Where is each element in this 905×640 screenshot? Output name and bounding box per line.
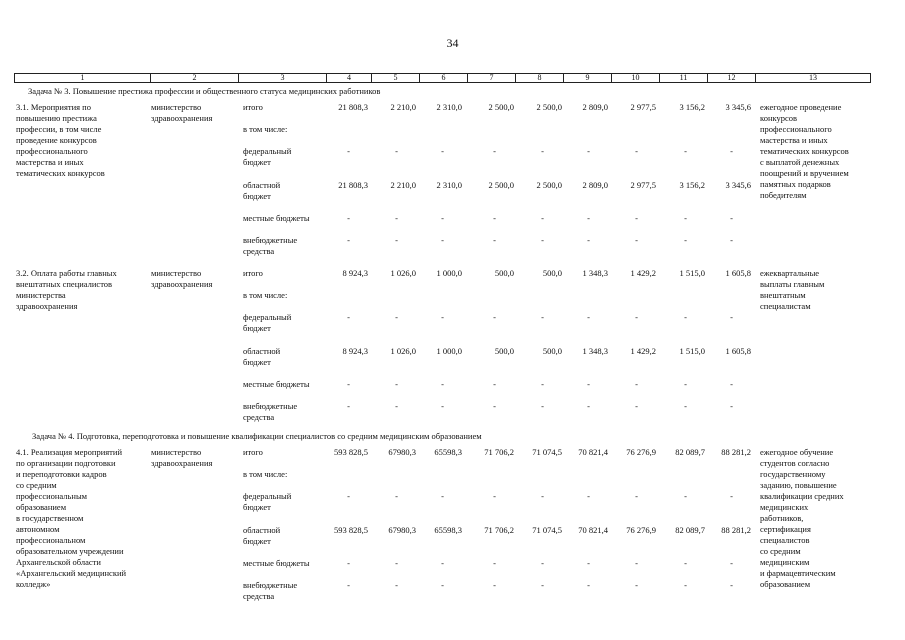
- funding-value: 88 281,2: [721, 447, 751, 457]
- empty-value: -: [684, 401, 687, 411]
- empty-value: -: [730, 580, 733, 590]
- funding-source-label: областной бюджет: [243, 525, 281, 546]
- empty-value: -: [541, 312, 544, 322]
- empty-value: -: [730, 401, 733, 411]
- funding-source-label: федеральный бюджет: [243, 146, 292, 167]
- funding-source-label: федеральный бюджет: [243, 312, 292, 333]
- funding-value: 2 977,5: [630, 102, 656, 112]
- column-header-9: 9: [564, 74, 612, 83]
- funding-source-label: внебюджетные средства: [243, 580, 298, 601]
- empty-value: -: [541, 213, 544, 223]
- funding-value: 8 924,3: [342, 268, 368, 278]
- column-header-11: 11: [660, 74, 708, 83]
- funding-value: 2 500,0: [536, 180, 562, 190]
- funding-value: 21 808,3: [338, 180, 368, 190]
- empty-value: -: [493, 558, 496, 568]
- result-description: ежегодное обучение студентов согласно государственному заданию, повышение квалификации средних медицинских работников, сертификация специалистов со средним медицинским и фармацевтическим образованием: [760, 447, 844, 589]
- funding-value: 3 345,6: [725, 102, 751, 112]
- funding-source-label: областной бюджет: [243, 346, 281, 367]
- funding-value: 21 808,3: [338, 102, 368, 112]
- empty-value: -: [441, 379, 444, 389]
- funding-value: 1 605,8: [725, 268, 751, 278]
- empty-value: -: [347, 580, 350, 590]
- page-number: 34: [446, 36, 459, 50]
- empty-value: -: [635, 558, 638, 568]
- funding-value: 3 156,2: [679, 102, 705, 112]
- funding-value: 82 089,7: [675, 525, 705, 535]
- empty-value: -: [441, 401, 444, 411]
- empty-value: -: [347, 146, 350, 156]
- empty-value: -: [684, 235, 687, 245]
- empty-value: -: [347, 213, 350, 223]
- empty-value: -: [541, 580, 544, 590]
- empty-value: -: [493, 580, 496, 590]
- empty-value: -: [635, 213, 638, 223]
- column-header-8: 8: [516, 74, 564, 83]
- funding-value: 76 276,9: [626, 447, 656, 457]
- column-header-3: 3: [239, 74, 327, 83]
- empty-value: -: [587, 401, 590, 411]
- funding-value: 67980,3: [388, 525, 416, 535]
- funding-value: 2 500,0: [488, 102, 514, 112]
- funding-value: 2 977,5: [630, 180, 656, 190]
- empty-value: -: [587, 235, 590, 245]
- empty-value: -: [541, 379, 544, 389]
- empty-value: -: [347, 312, 350, 322]
- funding-value: 1 348,3: [582, 346, 608, 356]
- empty-value: -: [587, 558, 590, 568]
- empty-value: -: [441, 491, 444, 501]
- funding-value: 500,0: [542, 346, 562, 356]
- empty-value: -: [587, 580, 590, 590]
- funding-source-label: в том числе:: [243, 469, 288, 479]
- empty-value: -: [730, 235, 733, 245]
- funding-source-label: областной бюджет: [243, 180, 281, 201]
- empty-value: -: [541, 401, 544, 411]
- empty-value: -: [587, 312, 590, 322]
- empty-value: -: [730, 491, 733, 501]
- empty-value: -: [395, 379, 398, 389]
- task3-heading: Задача № 3. Повышение престижа профессии и общественного статуса медицинских работников: [28, 86, 381, 96]
- empty-value: -: [395, 235, 398, 245]
- funding-value: 65598,3: [434, 447, 462, 457]
- empty-value: -: [635, 491, 638, 501]
- empty-value: -: [493, 235, 496, 245]
- funding-value: 1 000,0: [436, 268, 462, 278]
- empty-value: -: [730, 213, 733, 223]
- funding-source-label: местные бюджеты: [243, 213, 310, 223]
- empty-value: -: [441, 213, 444, 223]
- funding-source-label: внебюджетные средства: [243, 401, 298, 422]
- funding-value: 82 089,7: [675, 447, 705, 457]
- empty-value: -: [635, 312, 638, 322]
- funding-value: 1 429,2: [630, 346, 656, 356]
- empty-value: -: [441, 558, 444, 568]
- funding-value: 1 515,0: [679, 268, 705, 278]
- funding-value: 500,0: [494, 268, 514, 278]
- funding-value: 71 074,5: [532, 447, 562, 457]
- funding-value: 500,0: [542, 268, 562, 278]
- activity-name: 4.1. Реализация мероприятий по организации подготовки и переподготовки кадров со средним профессиональным образованием в государственном автономном профессиональном образовательном учреждении Архангельской области «Архангельский медицинский колледж»: [16, 447, 127, 589]
- funding-source-label: итого: [243, 447, 263, 457]
- empty-value: -: [587, 379, 590, 389]
- funding-value: 1 026,0: [390, 268, 416, 278]
- empty-value: -: [395, 312, 398, 322]
- funding-value: 1 515,0: [679, 346, 705, 356]
- empty-value: -: [730, 146, 733, 156]
- result-description: ежегодное проведение конкурсов профессионального мастерства и иных тематических конкурсов с выплатой денежных поощрений и вручением памятных подарков победителям: [760, 102, 849, 200]
- empty-value: -: [730, 312, 733, 322]
- empty-value: -: [730, 558, 733, 568]
- empty-value: -: [684, 213, 687, 223]
- funding-value: 1 605,8: [725, 346, 751, 356]
- executor: министерство здравоохранения: [151, 268, 213, 289]
- funding-value: 2 500,0: [536, 102, 562, 112]
- funding-value: 71 074,5: [532, 525, 562, 535]
- empty-value: -: [587, 491, 590, 501]
- funding-value: 2 310,0: [436, 180, 462, 190]
- column-header-13: 13: [756, 74, 871, 83]
- column-header-10: 10: [612, 74, 660, 83]
- funding-source-label: внебюджетные средства: [243, 235, 298, 256]
- funding-value: 593 828,5: [334, 525, 368, 535]
- empty-value: -: [684, 379, 687, 389]
- funding-value: 1 026,0: [390, 346, 416, 356]
- funding-source-label: местные бюджеты: [243, 558, 310, 568]
- task4-heading: Задача № 4. Подготовка, переподготовка и повышение квалификации специалистов со средним медицинским образованием: [32, 431, 482, 441]
- funding-value: 2 210,0: [390, 102, 416, 112]
- empty-value: -: [347, 491, 350, 501]
- empty-value: -: [395, 558, 398, 568]
- empty-value: -: [541, 558, 544, 568]
- empty-value: -: [395, 491, 398, 501]
- empty-value: -: [441, 235, 444, 245]
- funding-source-label: местные бюджеты: [243, 379, 310, 389]
- funding-value: 70 821,4: [578, 447, 608, 457]
- empty-value: -: [493, 146, 496, 156]
- empty-value: -: [441, 580, 444, 590]
- executor: министерство здравоохранения: [151, 102, 213, 123]
- column-header-6: 6: [420, 74, 468, 83]
- empty-value: -: [493, 491, 496, 501]
- empty-value: -: [730, 379, 733, 389]
- funding-value: 2 809,0: [582, 180, 608, 190]
- empty-value: -: [587, 213, 590, 223]
- empty-value: -: [395, 146, 398, 156]
- activity-name: 3.2. Оплата работы главных внештатных специалистов министерства здравоохранения: [16, 268, 117, 311]
- funding-value: 71 706,2: [484, 447, 514, 457]
- funding-source-label: итого: [243, 102, 263, 112]
- funding-value: 3 156,2: [679, 180, 705, 190]
- funding-source-label: федеральный бюджет: [243, 491, 292, 512]
- empty-value: -: [635, 379, 638, 389]
- funding-source-label: итого: [243, 268, 263, 278]
- empty-value: -: [493, 213, 496, 223]
- empty-value: -: [684, 491, 687, 501]
- funding-value: 1 429,2: [630, 268, 656, 278]
- empty-value: -: [635, 235, 638, 245]
- empty-value: -: [347, 401, 350, 411]
- funding-value: 8 924,3: [342, 346, 368, 356]
- executor: министерство здравоохранения: [151, 447, 213, 468]
- empty-value: -: [493, 312, 496, 322]
- empty-value: -: [541, 146, 544, 156]
- funding-value: 3 345,6: [725, 180, 751, 190]
- empty-value: -: [541, 235, 544, 245]
- empty-value: -: [635, 146, 638, 156]
- funding-value: 500,0: [494, 346, 514, 356]
- column-header-5: 5: [372, 74, 420, 83]
- funding-value: 593 828,5: [334, 447, 368, 457]
- funding-value: 65598,3: [434, 525, 462, 535]
- funding-value: 88 281,2: [721, 525, 751, 535]
- activity-name: 3.1. Мероприятия по повышению престижа профессии, в том числе проведение конкурсов профессионального мастерства и иных тематических конкурсов: [16, 102, 105, 178]
- empty-value: -: [395, 580, 398, 590]
- funding-source-label: в том числе:: [243, 290, 288, 300]
- column-header-7: 7: [468, 74, 516, 83]
- column-header-1: 1: [15, 74, 151, 83]
- empty-value: -: [684, 312, 687, 322]
- funding-value: 71 706,2: [484, 525, 514, 535]
- column-header-4: 4: [327, 74, 372, 83]
- empty-value: -: [347, 558, 350, 568]
- column-header-2: 2: [151, 74, 239, 83]
- funding-value: 2 500,0: [488, 180, 514, 190]
- empty-value: -: [493, 379, 496, 389]
- empty-value: -: [684, 580, 687, 590]
- empty-value: -: [441, 146, 444, 156]
- empty-value: -: [493, 401, 496, 411]
- empty-value: -: [395, 213, 398, 223]
- empty-value: -: [635, 401, 638, 411]
- empty-value: -: [347, 235, 350, 245]
- funding-value: 2 310,0: [436, 102, 462, 112]
- empty-value: -: [441, 312, 444, 322]
- empty-value: -: [635, 580, 638, 590]
- funding-value: 2 809,0: [582, 102, 608, 112]
- empty-value: -: [395, 401, 398, 411]
- funding-value: 76 276,9: [626, 525, 656, 535]
- funding-value: 1 000,0: [436, 346, 462, 356]
- funding-value: 70 821,4: [578, 525, 608, 535]
- empty-value: -: [541, 491, 544, 501]
- empty-value: -: [587, 146, 590, 156]
- empty-value: -: [684, 558, 687, 568]
- funding-value: 1 348,3: [582, 268, 608, 278]
- column-header-row: [14, 73, 871, 83]
- funding-value: 67980,3: [388, 447, 416, 457]
- empty-value: -: [684, 146, 687, 156]
- empty-value: -: [347, 379, 350, 389]
- result-description: ежеквартальные выплаты главным внештатным специалистам: [760, 268, 825, 311]
- funding-value: 2 210,0: [390, 180, 416, 190]
- column-header-12: 12: [708, 74, 756, 83]
- funding-source-label: в том числе:: [243, 124, 288, 134]
